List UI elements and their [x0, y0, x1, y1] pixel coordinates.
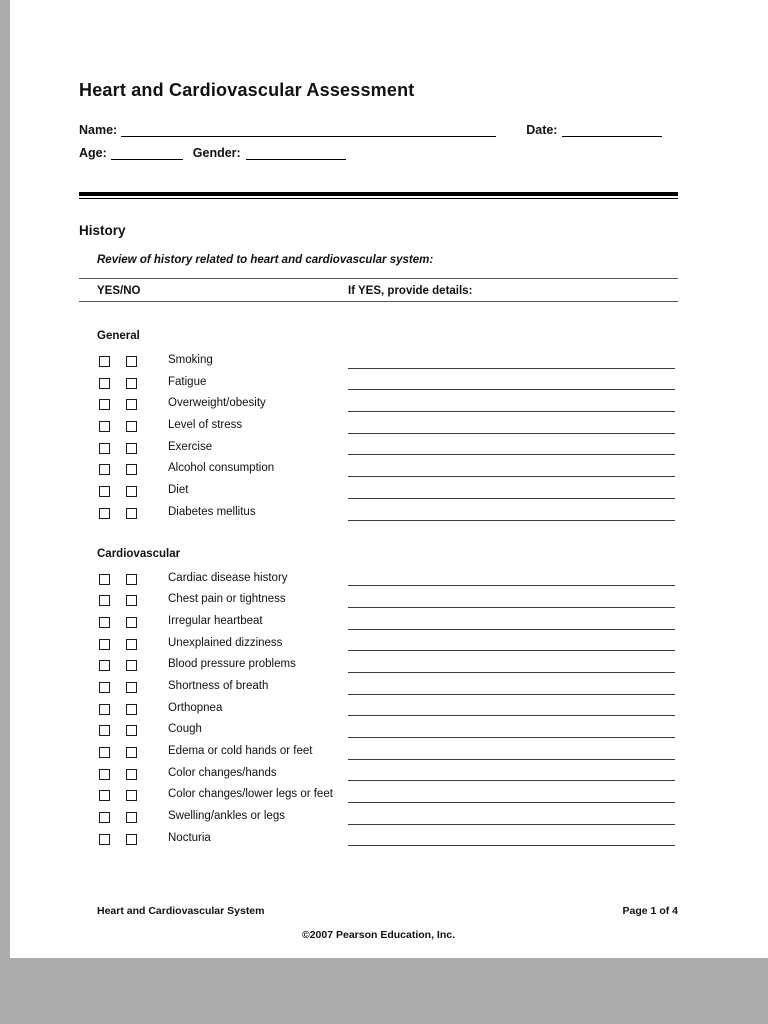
checklist-row — [79, 417, 678, 439]
item-label: Cardiac disease history — [168, 571, 288, 584]
item-label: Exercise — [168, 440, 213, 453]
history-intro: Review of history related to heart and cardiovascular system: — [97, 254, 434, 266]
details-input-line[interactable] — [348, 802, 675, 803]
item-label: Diabetes mellitus — [168, 505, 256, 518]
no-checkbox[interactable] — [126, 747, 137, 758]
details-input-line[interactable] — [348, 368, 675, 369]
item-label: Color changes/lower legs or feet — [168, 788, 333, 801]
item-label: Orthopnea — [168, 701, 223, 714]
item-label: Level of stress — [168, 419, 243, 432]
item-label: Color changes/hands — [168, 766, 277, 779]
no-checkbox[interactable] — [126, 399, 137, 410]
no-checkbox[interactable] — [126, 443, 137, 454]
item-label: Fatigue — [168, 375, 207, 388]
history-heading: History — [79, 223, 126, 238]
yes-checkbox[interactable] — [99, 660, 110, 671]
yes-checkbox[interactable] — [99, 725, 110, 736]
yes-checkbox[interactable] — [99, 378, 110, 389]
checklist-row — [79, 721, 678, 743]
no-checkbox[interactable] — [126, 769, 137, 780]
age-input-line[interactable] — [111, 146, 183, 160]
no-checkbox[interactable] — [126, 660, 137, 671]
details-input-line[interactable] — [348, 520, 675, 521]
section-heading: Cardiovascular — [97, 547, 181, 560]
yes-checkbox[interactable] — [99, 464, 110, 475]
checklist-row — [79, 786, 678, 808]
no-checkbox[interactable] — [126, 595, 137, 606]
date-input-line[interactable] — [562, 123, 662, 137]
no-checkbox[interactable] — [126, 421, 137, 432]
page-footer — [79, 905, 678, 917]
yes-checkbox[interactable] — [99, 421, 110, 432]
no-checkbox[interactable] — [126, 486, 137, 497]
no-checkbox[interactable] — [126, 812, 137, 823]
no-checkbox[interactable] — [126, 704, 137, 715]
checklist-row — [79, 591, 678, 613]
checklist-row — [79, 460, 678, 482]
yes-checkbox[interactable] — [99, 443, 110, 454]
item-label: Cough — [168, 723, 202, 736]
yes-checkbox[interactable] — [99, 486, 110, 497]
name-input-line[interactable] — [121, 123, 496, 137]
no-checkbox[interactable] — [126, 508, 137, 519]
checklist-row — [79, 808, 678, 830]
details-input-line[interactable] — [348, 498, 675, 499]
yes-checkbox[interactable] — [99, 834, 110, 845]
item-label: Diet — [168, 484, 189, 497]
checklist-row — [79, 830, 678, 852]
checklist-row — [79, 352, 678, 374]
checklist-row — [79, 482, 678, 504]
details-input-line[interactable] — [348, 780, 675, 781]
no-checkbox[interactable] — [126, 834, 137, 845]
item-label: Alcohol consumption — [168, 462, 275, 475]
details-input-line[interactable] — [348, 650, 675, 651]
section-heading: General — [97, 330, 140, 342]
item-label: Overweight/obesity — [168, 397, 266, 410]
details-input-line[interactable] — [348, 585, 675, 586]
yes-checkbox[interactable] — [99, 747, 110, 758]
details-input-line[interactable] — [348, 476, 675, 477]
document-page — [10, 0, 768, 958]
checklist-row — [79, 678, 678, 700]
yes-checkbox[interactable] — [99, 508, 110, 519]
checklist-row — [79, 439, 678, 461]
details-input-line[interactable] — [348, 737, 675, 738]
yes-checkbox[interactable] — [99, 617, 110, 628]
checklist-row — [79, 743, 678, 765]
no-checkbox[interactable] — [126, 574, 137, 585]
item-label: Nocturia — [168, 831, 211, 844]
checklist-row — [79, 374, 678, 396]
no-checkbox[interactable] — [126, 356, 137, 367]
checklist-row — [79, 656, 678, 678]
footer-document-name: Heart and Cardiovascular System — [97, 905, 265, 918]
details-input-line[interactable] — [348, 433, 675, 434]
date-label: Date: — [526, 123, 558, 137]
details-input-line[interactable] — [348, 454, 675, 455]
yes-checkbox[interactable] — [99, 704, 110, 715]
section-cardiovascular — [79, 548, 678, 852]
details-input-line[interactable] — [348, 607, 675, 608]
yes-checkbox[interactable] — [99, 574, 110, 585]
name-label: Name: — [79, 123, 118, 137]
section-general — [79, 330, 678, 526]
details-input-line[interactable] — [348, 759, 675, 760]
item-label: Shortness of breath — [168, 679, 269, 692]
page-content — [79, 0, 678, 941]
gender-input-line[interactable] — [246, 146, 346, 160]
details-input-line[interactable] — [348, 845, 675, 846]
details-input-line[interactable] — [348, 694, 675, 695]
item-label: Swelling/ankles or legs — [168, 810, 285, 823]
item-label: Unexplained dizziness — [168, 636, 283, 649]
yes-checkbox[interactable] — [99, 595, 110, 606]
name-date-row — [79, 123, 678, 137]
yesno-column-label: YES/NO — [97, 285, 141, 297]
item-label: Irregular heartbeat — [168, 614, 263, 627]
details-input-line[interactable] — [348, 411, 675, 412]
no-checkbox[interactable] — [126, 682, 137, 693]
yes-checkbox[interactable] — [99, 790, 110, 801]
details-input-line[interactable] — [348, 715, 675, 716]
no-checkbox[interactable] — [126, 639, 137, 650]
no-checkbox[interactable] — [126, 790, 137, 801]
item-label: Blood pressure problems — [168, 658, 296, 671]
checklist-column-header — [79, 278, 678, 302]
no-checkbox[interactable] — [126, 617, 137, 628]
checklist-row — [79, 613, 678, 635]
details-input-line[interactable] — [348, 629, 675, 630]
checklist-sections — [79, 330, 678, 851]
yes-checkbox[interactable] — [99, 399, 110, 410]
no-checkbox[interactable] — [126, 725, 137, 736]
yes-checkbox[interactable] — [99, 769, 110, 780]
checklist-row — [79, 635, 678, 657]
item-label: Chest pain or tightness — [168, 593, 286, 606]
gender-label: Gender: — [192, 146, 241, 160]
item-label: Edema or cold hands or feet — [168, 745, 313, 757]
details-input-line[interactable] — [348, 672, 675, 673]
checklist-row — [79, 570, 678, 592]
yes-checkbox[interactable] — [99, 356, 110, 367]
section-divider-rule — [79, 192, 678, 199]
checklist-row — [79, 504, 678, 526]
age-label: Age: — [79, 146, 107, 160]
checklist-row — [79, 700, 678, 722]
no-checkbox[interactable] — [126, 464, 137, 475]
checklist-row — [79, 765, 678, 787]
footer-page-number: Page 1 of 4 — [622, 905, 678, 918]
copyright-text: ©2007 Pearson Education, Inc. — [301, 929, 456, 942]
details-input-line[interactable] — [348, 824, 675, 825]
no-checkbox[interactable] — [126, 378, 137, 389]
document-title: Heart and Cardiovascular Assessment — [79, 80, 415, 100]
checklist-row — [79, 395, 678, 417]
yes-checkbox[interactable] — [99, 682, 110, 693]
yes-checkbox[interactable] — [99, 812, 110, 823]
age-gender-row — [79, 146, 678, 160]
details-input-line[interactable] — [348, 389, 675, 390]
item-label: Smoking — [168, 354, 213, 366]
yes-checkbox[interactable] — [99, 639, 110, 650]
details-column-label: If YES, provide details: — [348, 285, 473, 297]
